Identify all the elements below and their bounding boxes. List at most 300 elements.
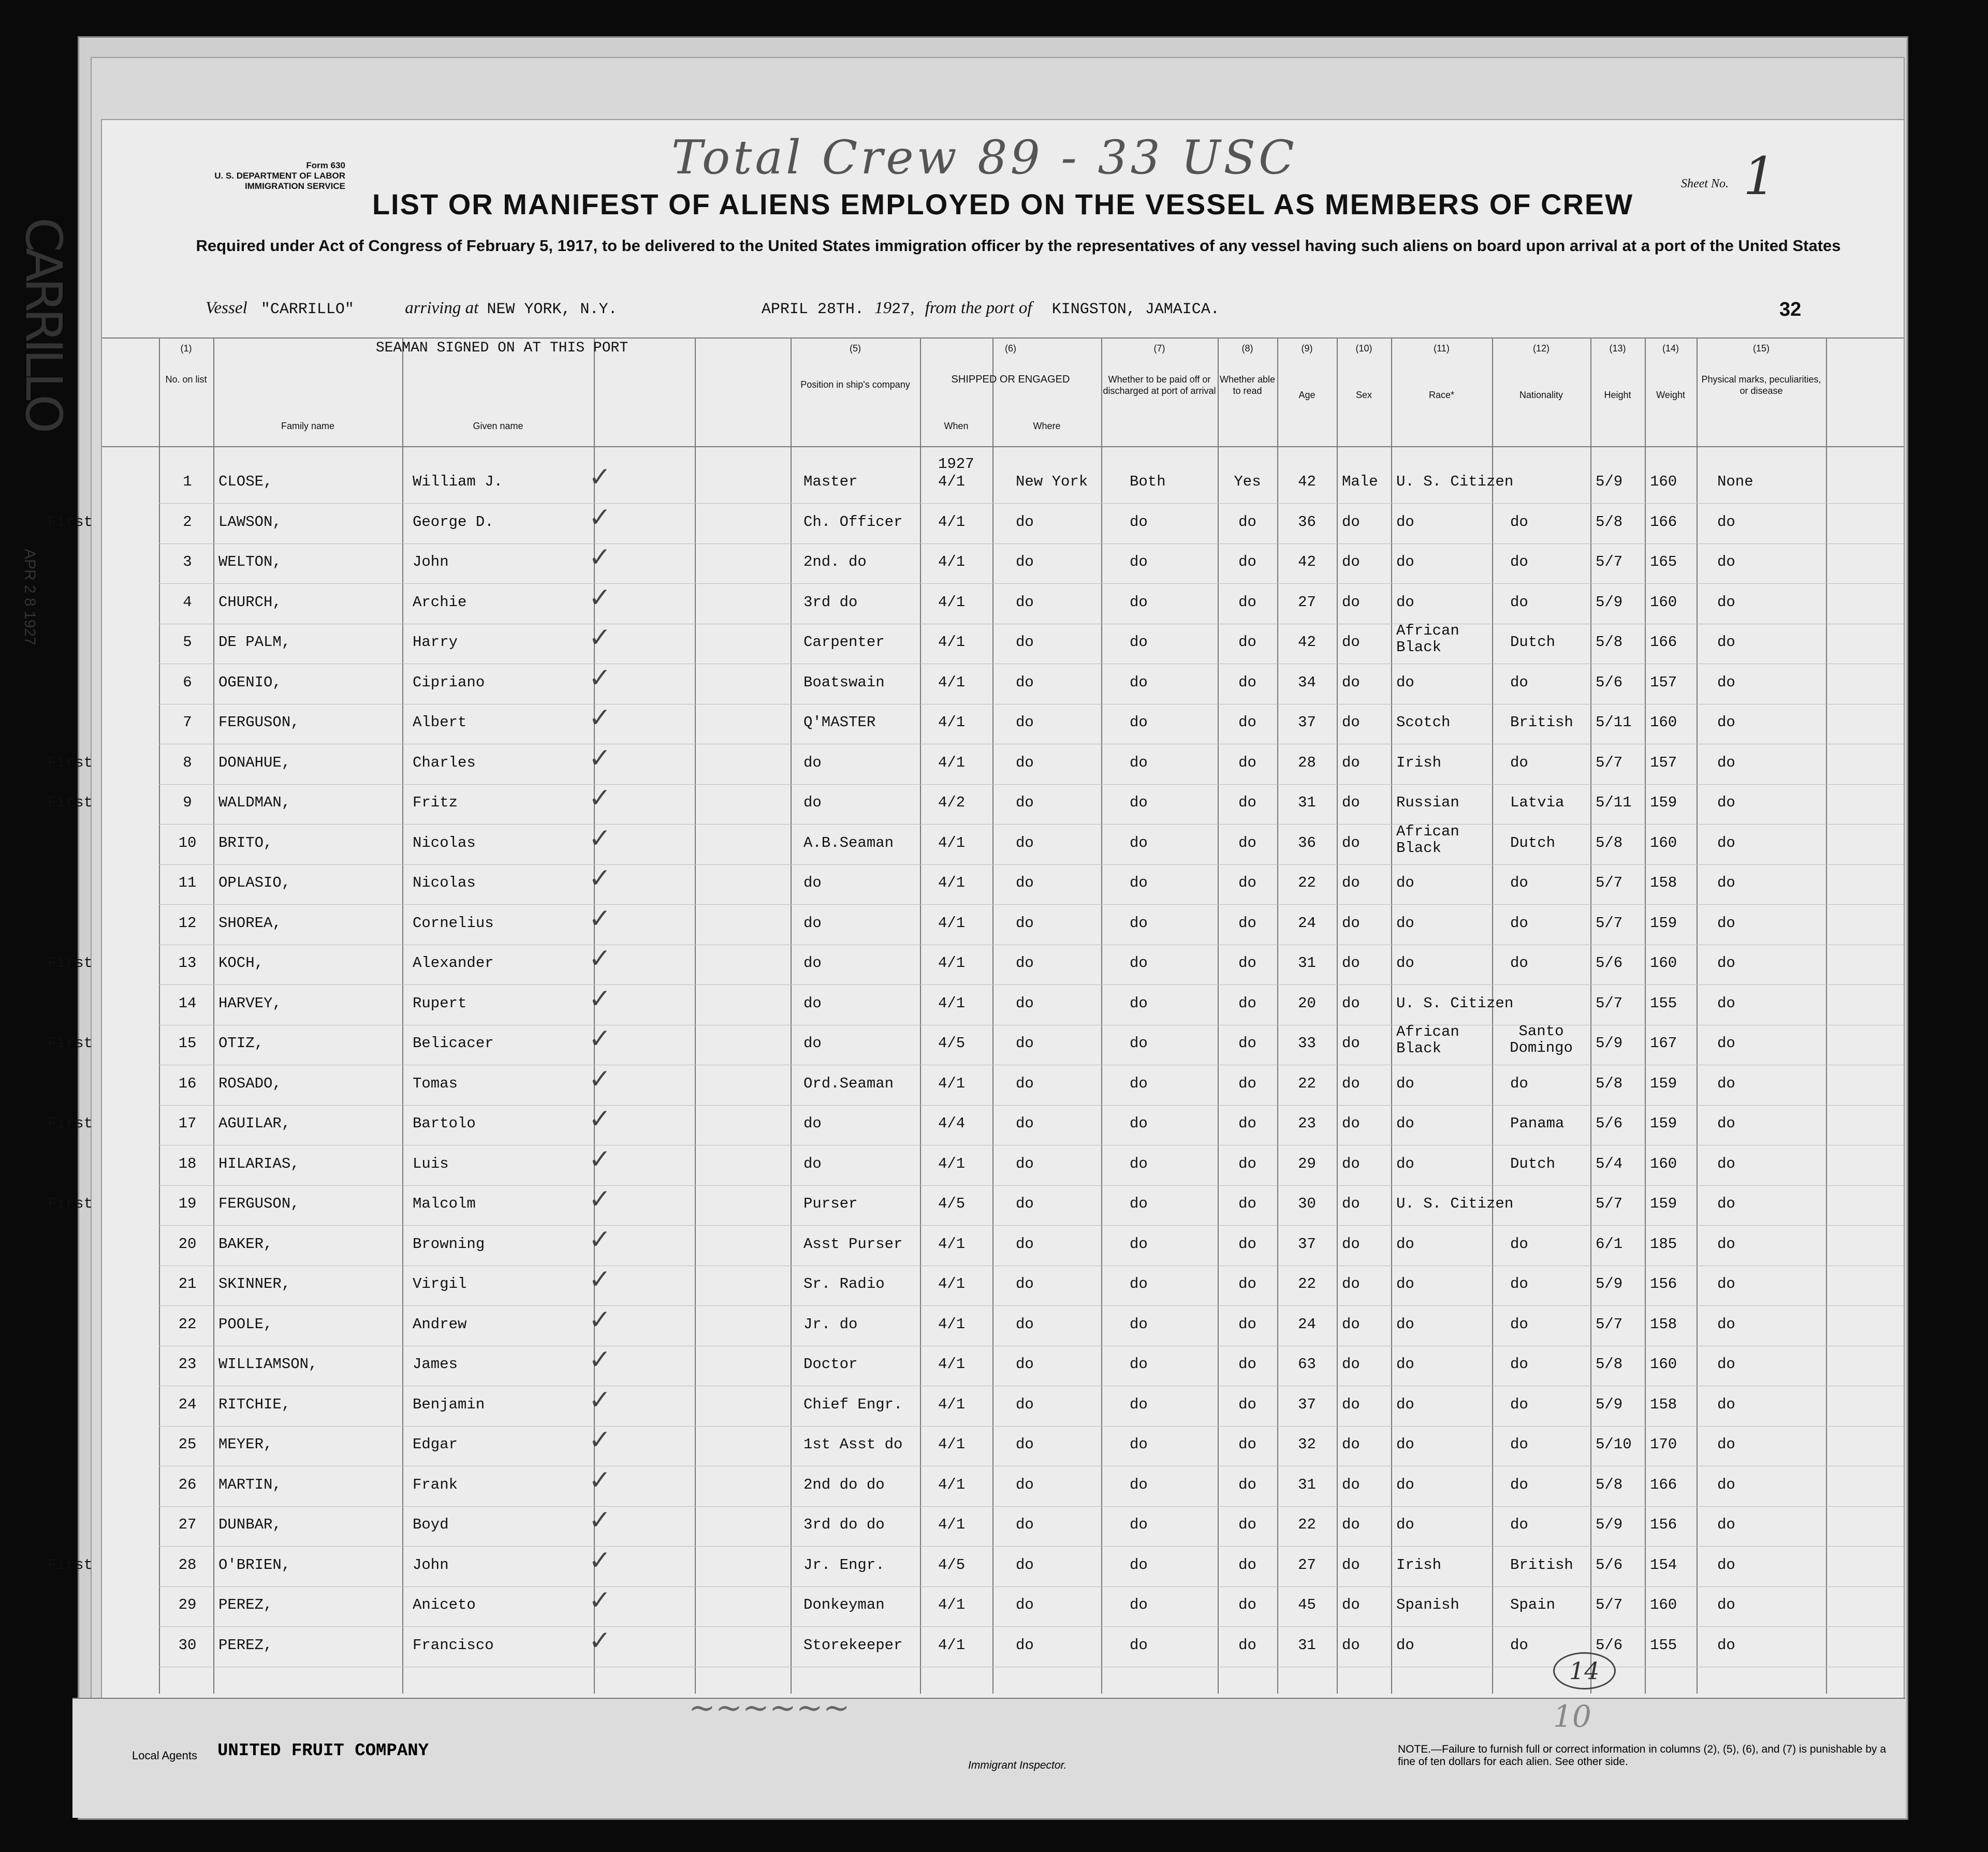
race: do <box>1396 874 1414 891</box>
able-to-read: do <box>1238 834 1256 851</box>
position: Sr. Radio <box>803 1275 885 1292</box>
family-name: BRITO, <box>218 834 273 851</box>
shipped-when: 4/5 <box>938 1556 966 1574</box>
able-to-read: do <box>1238 1195 1256 1212</box>
physical-marks: do <box>1717 673 1735 691</box>
age: 31 <box>1298 1636 1316 1654</box>
position: do <box>803 794 822 811</box>
physical-marks: do <box>1717 754 1735 771</box>
race: do <box>1396 673 1414 691</box>
age: 63 <box>1298 1356 1316 1373</box>
table-row <box>102 662 1904 714</box>
able-to-read: do <box>1238 1075 1256 1092</box>
shipped-when: 4/5 <box>938 1035 966 1052</box>
weight: 170 <box>1650 1436 1677 1453</box>
race: African <box>1396 1023 1459 1040</box>
given-name: Virgil <box>413 1275 467 1292</box>
bottom-count: 10 <box>1553 1699 1591 1734</box>
list-number: 29 <box>178 1596 197 1613</box>
position: Purser <box>803 1195 858 1212</box>
shipped-year: 1927 <box>938 455 974 473</box>
table-row <box>48 943 1904 995</box>
shipped-where: do <box>1016 553 1034 570</box>
shipped-when: 4/1 <box>938 1315 966 1333</box>
race: U. S. Citizen <box>1396 1195 1514 1212</box>
race: do <box>1396 954 1414 972</box>
footer-note: NOTE.—Failure to furnish full or correct information in columns (2), (5), (6), and (7) is punishable by a fine of ten dollars for each alien. See other side. <box>1398 1743 1887 1768</box>
family-name: OPLASIO, <box>218 874 291 891</box>
family-name: WILLIAMSON, <box>218 1356 318 1373</box>
race: do <box>1396 1275 1414 1292</box>
height: 5/6 <box>1596 1115 1623 1132</box>
sex: do <box>1342 1195 1360 1212</box>
sex: do <box>1342 553 1360 570</box>
col9-header: Age <box>1298 390 1315 400</box>
family-name: O'BRIEN, <box>218 1556 291 1574</box>
paid-off: do <box>1130 1516 1148 1533</box>
given-name: John <box>413 553 449 570</box>
shipped-when: 4/1 <box>938 954 966 972</box>
height: 5/7 <box>1596 914 1623 932</box>
physical-marks: do <box>1717 914 1735 932</box>
table-row <box>102 983 1904 1035</box>
nationality: do <box>1510 874 1528 891</box>
able-to-read: do <box>1238 1155 1256 1172</box>
sex: do <box>1342 1636 1360 1654</box>
sex: do <box>1342 1395 1360 1413</box>
paid-off: do <box>1130 1235 1148 1253</box>
nationality: Dutch <box>1510 1155 1556 1172</box>
physical-marks: None <box>1717 473 1753 490</box>
given-name-header: Given name <box>473 421 523 431</box>
table-row <box>102 1143 1904 1196</box>
physical-marks: do <box>1717 1315 1735 1333</box>
list-number: 25 <box>178 1436 197 1453</box>
family-name: AGUILAR, <box>218 1115 291 1132</box>
sex: do <box>1342 954 1360 972</box>
family-name: PEREZ, <box>218 1596 273 1613</box>
paid-off: do <box>1130 794 1148 811</box>
sex: do <box>1342 874 1360 891</box>
shipped-where: do <box>1016 1035 1034 1052</box>
age: 27 <box>1298 593 1316 611</box>
check-mark-icon: ✓ <box>589 542 611 573</box>
paid-off: do <box>1130 954 1148 972</box>
shipped-where: do <box>1016 794 1034 811</box>
age: 45 <box>1298 1596 1316 1613</box>
position: Ch. Officer <box>803 513 903 531</box>
shipped-where: do <box>1016 513 1034 531</box>
document-subtitle: Required under Act of Congress of February 5, 1917, to be delivered to the United States immigration officer by the representatives of any vessel having such aliens on board upon arrival at a port of the United States <box>196 237 1841 255</box>
position: 1st Asst do <box>803 1436 903 1453</box>
paid-off: do <box>1130 593 1148 611</box>
sex: Male <box>1342 473 1378 490</box>
inspector-label: Immigrant Inspector. <box>968 1759 1067 1771</box>
weight: 166 <box>1650 634 1677 651</box>
weight: 160 <box>1650 1155 1677 1172</box>
shipped-where: do <box>1016 1516 1034 1533</box>
table-row <box>102 702 1904 754</box>
age: 22 <box>1298 874 1316 891</box>
family-name: WELTON, <box>218 553 282 570</box>
race: do <box>1396 1115 1414 1132</box>
height: 5/9 <box>1596 1516 1623 1533</box>
physical-marks: do <box>1717 1235 1735 1253</box>
check-mark-icon: ✓ <box>589 1063 611 1095</box>
check-mark-icon: ✓ <box>589 863 611 894</box>
table-row <box>48 1545 1904 1597</box>
list-number: 5 <box>183 634 192 651</box>
check-mark-icon: ✓ <box>589 822 611 854</box>
position: Donkeyman <box>803 1596 885 1613</box>
list-number: 22 <box>178 1315 197 1333</box>
paid-off: do <box>1130 914 1148 932</box>
shipped-where: do <box>1016 1075 1034 1092</box>
list-number: 24 <box>178 1395 197 1413</box>
list-number: 6 <box>183 673 192 691</box>
form-identifier: Form 630 U. S. DEPARTMENT OF LABOR IMMIGRATION SERVICE <box>214 160 345 191</box>
sex: do <box>1342 834 1360 851</box>
physical-marks: do <box>1717 593 1735 611</box>
check-mark-icon: ✓ <box>589 582 611 613</box>
position: Carpenter <box>803 634 885 651</box>
table-row <box>102 822 1904 875</box>
shipped-when: 4/1 <box>938 1155 966 1172</box>
race: do <box>1396 1315 1414 1333</box>
crew-table <box>48 337 1904 1694</box>
given-name: Malcolm <box>413 1195 476 1212</box>
circled-count: 14 <box>1553 1652 1616 1689</box>
shipped-where: do <box>1016 754 1034 771</box>
physical-marks: do <box>1717 1356 1735 1373</box>
nationality: Dutch <box>1510 834 1556 851</box>
race: Scotch <box>1396 714 1451 731</box>
shipped-where: do <box>1016 1235 1034 1253</box>
shipped-when: 4/1 <box>938 593 966 611</box>
check-mark-icon: ✓ <box>589 903 611 934</box>
table-row <box>48 502 1904 554</box>
able-to-read: do <box>1238 1235 1256 1253</box>
position: Jr. Engr. <box>803 1556 885 1574</box>
age: 36 <box>1298 513 1316 531</box>
paid-off: do <box>1130 1275 1148 1292</box>
check-mark-icon: ✓ <box>589 1023 611 1054</box>
race: do <box>1396 1436 1414 1453</box>
given-name: Bartolo <box>413 1115 476 1132</box>
age: 23 <box>1298 1115 1316 1132</box>
list-number: 1 <box>183 473 192 490</box>
family-name: ROSADO, <box>218 1075 282 1092</box>
family-name-header: Family name <box>281 421 335 431</box>
weight: 166 <box>1650 513 1677 531</box>
table-row <box>102 1585 1904 1637</box>
nationality: do <box>1510 1395 1528 1413</box>
weight: 159 <box>1650 794 1677 811</box>
col12-header: Nationality <box>1519 390 1563 400</box>
physical-marks: do <box>1717 1195 1735 1212</box>
sex: do <box>1342 1516 1360 1533</box>
given-name: Luis <box>413 1155 449 1172</box>
able-to-read: do <box>1238 1436 1256 1453</box>
family-name: SKINNER, <box>218 1275 291 1292</box>
arrival-date: APRIL 28TH. <box>761 301 864 318</box>
physical-marks: do <box>1717 1436 1735 1453</box>
given-name: Tomas <box>413 1075 458 1092</box>
height: 5/8 <box>1596 1356 1623 1373</box>
height: 5/8 <box>1596 1075 1623 1092</box>
age: 28 <box>1298 754 1316 771</box>
list-number: 10 <box>178 834 197 851</box>
table-row <box>102 1424 1904 1476</box>
sex: do <box>1342 754 1360 771</box>
physical-marks: do <box>1717 794 1735 811</box>
nationality: do <box>1510 1315 1528 1333</box>
position: do <box>803 874 822 891</box>
shipped-where: do <box>1016 834 1034 851</box>
list-number: 19 <box>178 1195 197 1212</box>
list-number: 11 <box>178 874 197 891</box>
able-to-read: do <box>1238 1636 1256 1654</box>
shipped-where: New York <box>1016 473 1088 490</box>
sex: do <box>1342 1035 1360 1052</box>
position: do <box>803 1155 822 1172</box>
race: African <box>1396 822 1459 840</box>
check-mark-icon: ✓ <box>589 983 611 1015</box>
position: 3rd do <box>803 593 858 611</box>
shipped-when: 4/1 <box>938 1235 966 1253</box>
table-row <box>102 1264 1904 1316</box>
sheet-number: 1 <box>1743 146 1776 207</box>
paid-off: do <box>1130 874 1148 891</box>
race: do <box>1396 1476 1414 1493</box>
race-line-2: Black <box>1396 1040 1442 1057</box>
weight: 154 <box>1650 1556 1677 1574</box>
shipped-where: do <box>1016 1596 1034 1613</box>
paid-off: do <box>1130 994 1148 1012</box>
table-row <box>102 1304 1904 1356</box>
weight: 160 <box>1650 1596 1677 1613</box>
height: 5/8 <box>1596 1476 1623 1493</box>
weight: 165 <box>1650 553 1677 570</box>
shipped-where: do <box>1016 1275 1034 1292</box>
list-number: 3 <box>183 553 192 570</box>
race: do <box>1396 513 1414 531</box>
paid-off: do <box>1130 1035 1148 1052</box>
age: 29 <box>1298 1155 1316 1172</box>
height: 5/6 <box>1596 954 1623 972</box>
shipped-where: do <box>1016 673 1034 691</box>
given-name: Frank <box>413 1476 458 1493</box>
table-row <box>48 1184 1904 1236</box>
nationality: British <box>1510 714 1573 731</box>
shipped-when: 4/5 <box>938 1195 966 1212</box>
check-mark-icon: ✓ <box>589 502 611 533</box>
family-name: OGENIO, <box>218 673 282 691</box>
physical-marks: do <box>1717 1075 1735 1092</box>
table-row <box>102 903 1904 955</box>
first-passage-note: First <box>48 1195 93 1212</box>
family-name: BAKER, <box>218 1235 273 1253</box>
nationality: do <box>1510 513 1528 531</box>
list-number: 13 <box>178 954 197 972</box>
weight: 158 <box>1650 874 1677 891</box>
nationality: do <box>1510 1636 1528 1654</box>
height: 5/7 <box>1596 874 1623 891</box>
able-to-read: do <box>1238 714 1256 731</box>
manifest-sheet <box>48 119 1905 1700</box>
paid-off: do <box>1130 1115 1148 1132</box>
shipped-where: do <box>1016 1195 1034 1212</box>
position: 2nd. do <box>803 553 867 570</box>
col1-number: (1) <box>180 343 192 354</box>
check-mark-icon: ✓ <box>589 1264 611 1295</box>
shipped-where: do <box>1016 954 1034 972</box>
table-row <box>102 582 1904 634</box>
sex: do <box>1342 1155 1360 1172</box>
check-mark-icon: ✓ <box>589 742 611 774</box>
shipped-where: do <box>1016 994 1034 1012</box>
physical-marks: do <box>1717 553 1735 570</box>
height: 5/6 <box>1596 1556 1623 1574</box>
given-name: Harry <box>413 634 458 651</box>
list-number: 23 <box>178 1356 197 1373</box>
col15-number: (15) <box>1752 343 1770 354</box>
shipped-where: do <box>1016 1115 1034 1132</box>
shipped-when: 4/4 <box>938 1115 966 1132</box>
weight: 155 <box>1650 994 1677 1012</box>
paid-off: do <box>1130 1476 1148 1493</box>
family-name: LAWSON, <box>218 513 282 531</box>
check-mark-icon: ✓ <box>589 1304 611 1335</box>
position: 2nd do do <box>803 1476 885 1493</box>
check-mark-icon: ✓ <box>589 1384 611 1416</box>
family-name: HILARIAS, <box>218 1155 300 1172</box>
paid-off: do <box>1130 754 1148 771</box>
able-to-read: do <box>1238 874 1256 891</box>
sex: do <box>1342 1476 1360 1493</box>
weight: 160 <box>1650 834 1677 851</box>
col6-where-header: Where <box>1033 421 1061 431</box>
race: African <box>1396 622 1459 639</box>
sex: do <box>1342 1235 1360 1253</box>
given-name: Edgar <box>413 1436 458 1453</box>
family-name: FERGUSON, <box>218 714 300 731</box>
sex: do <box>1342 634 1360 651</box>
height: 5/11 <box>1596 794 1632 811</box>
list-number: 7 <box>183 714 192 731</box>
col10-header: Sex <box>1355 390 1372 400</box>
local-agents-value: UNITED FRUIT COMPANY <box>217 1741 429 1761</box>
given-name: Nicolas <box>413 874 476 891</box>
table-row <box>48 783 1904 834</box>
arrival-port: NEW YORK, N.Y. <box>487 301 618 318</box>
table-row <box>102 622 1904 674</box>
nationality: Latvia <box>1510 794 1565 811</box>
nationality: do <box>1510 1436 1528 1453</box>
paid-off: do <box>1130 1556 1148 1574</box>
table-row <box>102 1384 1904 1436</box>
able-to-read: do <box>1238 754 1256 771</box>
paid-off: do <box>1130 553 1148 570</box>
race: do <box>1396 1395 1414 1413</box>
table-row <box>102 542 1904 594</box>
list-number: 14 <box>178 994 197 1012</box>
race: Irish <box>1396 1556 1442 1574</box>
shipped-where: do <box>1016 593 1034 611</box>
weight: 160 <box>1650 954 1677 972</box>
given-name: Andrew <box>413 1315 467 1333</box>
physical-marks: do <box>1717 513 1735 531</box>
paid-off: do <box>1130 634 1148 651</box>
weight: 159 <box>1650 914 1677 932</box>
shipped-when: 4/1 <box>938 874 966 891</box>
weight: 160 <box>1650 714 1677 731</box>
check-mark-icon: ✓ <box>589 1143 611 1175</box>
age: 30 <box>1298 1195 1316 1212</box>
nationality: Spain <box>1510 1596 1556 1613</box>
weight: 156 <box>1650 1275 1677 1292</box>
check-mark-icon: ✓ <box>589 1625 611 1656</box>
list-number: 15 <box>178 1035 197 1052</box>
given-name: Charles <box>413 754 476 771</box>
weight: 159 <box>1650 1115 1677 1132</box>
weight: 160 <box>1650 1356 1677 1373</box>
check-mark-icon: ✓ <box>589 1344 611 1375</box>
able-to-read: do <box>1238 1596 1256 1613</box>
age: 32 <box>1298 1436 1316 1453</box>
col9-number: (9) <box>1301 343 1313 354</box>
col10-number: (10) <box>1355 343 1372 354</box>
first-passage-note: First <box>48 1556 93 1574</box>
table-row <box>102 1464 1904 1517</box>
able-to-read: do <box>1238 593 1256 611</box>
check-mark-icon: ✓ <box>589 1545 611 1576</box>
col13-header: Height <box>1604 390 1631 400</box>
weight: 158 <box>1650 1315 1677 1333</box>
height: 5/8 <box>1596 634 1623 651</box>
sex: do <box>1342 1356 1360 1373</box>
able-to-read: do <box>1238 634 1256 651</box>
given-name: William J. <box>413 473 503 490</box>
shipped-where: do <box>1016 1436 1034 1453</box>
handwritten-total: Total Crew 89 - 33 USC <box>671 130 1297 185</box>
check-mark-icon: ✓ <box>589 1424 611 1456</box>
list-number: 28 <box>178 1556 197 1574</box>
shipped-when: 4/2 <box>938 794 966 811</box>
handwritten-signature: ~~~~~~ <box>689 1688 850 1726</box>
height: 5/7 <box>1596 994 1623 1012</box>
shipped-where: do <box>1016 914 1034 932</box>
height: 6/1 <box>1596 1235 1623 1253</box>
sheet-count-note: 32 <box>1779 299 1802 320</box>
shipped-when: 4/1 <box>938 1436 966 1453</box>
age: 24 <box>1298 1315 1316 1333</box>
shipped-when: 4/1 <box>938 553 966 570</box>
nationality: do <box>1510 914 1528 932</box>
given-name: Nicolas <box>413 834 476 851</box>
shipped-where: do <box>1016 1315 1034 1333</box>
able-to-read: do <box>1238 914 1256 932</box>
age: 27 <box>1298 1556 1316 1574</box>
document-title: LIST OR MANIFEST OF ALIENS EMPLOYED ON THE VESSEL AS MEMBERS OF CREW <box>372 188 1634 221</box>
col11-number: (11) <box>1434 343 1450 354</box>
col6-number: (6) <box>1005 343 1016 354</box>
sex: do <box>1342 673 1360 691</box>
shipped-when: 4/1 <box>938 634 966 651</box>
race: do <box>1396 1155 1414 1172</box>
table-row <box>102 1063 1904 1115</box>
race: Irish <box>1396 754 1442 771</box>
